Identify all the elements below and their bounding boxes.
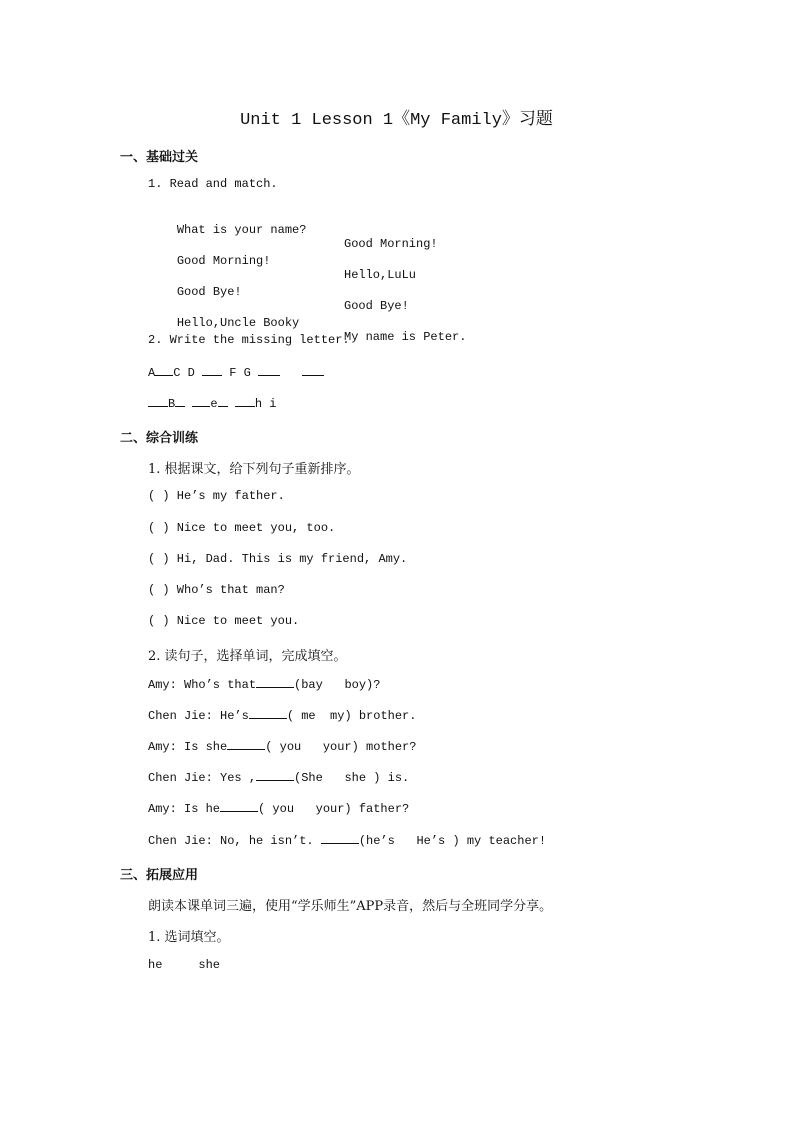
- question-2-1: 1. 根据课文，给下列句子重新排序。: [148, 462, 360, 477]
- fill-row-6: [148, 833, 546, 848]
- fill-text: Amy: Is he: [148, 802, 221, 816]
- fill-text: Chen Jie: Yes ,: [148, 771, 257, 785]
- match-left: Hello,Uncle Booky: [176, 316, 300, 330]
- section-3-heading: 三、拓展应用: [120, 868, 199, 883]
- fill-options: (bay boy)?: [294, 678, 381, 692]
- match-left: What is your name?: [176, 223, 307, 237]
- letter: B: [168, 397, 176, 411]
- question-3-1: 1. 选词填空。: [148, 930, 230, 945]
- letter-blank[interactable]: [155, 365, 173, 376]
- letter: e: [210, 397, 218, 411]
- letter-blank[interactable]: [258, 365, 280, 376]
- fill-text: Chen Jie: No, he isn’t.: [148, 834, 321, 848]
- letter-blank[interactable]: [302, 365, 324, 376]
- match-left: Good Morning!: [176, 254, 271, 268]
- order-item-1: ( ) He’s my father.: [148, 489, 285, 503]
- fill-blank[interactable]: [227, 739, 265, 750]
- fill-blank[interactable]: [220, 801, 258, 812]
- letter: G: [243, 366, 251, 380]
- page-title: Unit 1 Lesson 1《My Family》习题: [240, 111, 553, 130]
- fill-blank[interactable]: [256, 677, 294, 688]
- order-item-2: ( ) Nice to meet you, too.: [148, 521, 336, 535]
- fill-options: ( you your) father?: [258, 802, 410, 816]
- word-bank: he she: [148, 958, 221, 972]
- match-right: Good Morning!: [344, 237, 438, 251]
- letter: A: [148, 366, 156, 380]
- fill-text: Amy: Is she: [148, 740, 228, 754]
- fill-text: Amy: Who’s that: [148, 678, 257, 692]
- fill-blank[interactable]: [321, 833, 359, 844]
- section-3-intro: 朗读本课单词三遍，使用“学乐师生”APP录音，然后与全班同学分享。: [148, 899, 553, 914]
- letter: C: [173, 366, 181, 380]
- letter-blank[interactable]: [235, 396, 255, 407]
- letter: h: [254, 397, 263, 411]
- letter-blank[interactable]: [218, 396, 228, 407]
- match-left: Good Bye!: [176, 285, 242, 299]
- letters-row-1: [148, 365, 324, 380]
- match-right: My name is Peter.: [344, 330, 467, 344]
- letter-blank[interactable]: [175, 396, 185, 407]
- letter: D: [187, 366, 195, 380]
- fill-options: (She she ) is.: [294, 771, 410, 785]
- letter-blank[interactable]: [202, 365, 222, 376]
- fill-row-2: [148, 708, 416, 723]
- fill-options: ( me my) brother.: [286, 709, 417, 723]
- fill-row-5: [148, 801, 409, 816]
- section-2-heading: 二、综合训练: [120, 431, 199, 446]
- match-right: Good Bye!: [344, 299, 409, 313]
- order-item-4: ( ) Who’s that man?: [148, 583, 285, 597]
- letter-blank[interactable]: [148, 396, 168, 407]
- letter-blank[interactable]: [192, 396, 210, 407]
- fill-options: ( you your) mother?: [265, 740, 417, 754]
- letter: F: [229, 366, 237, 380]
- match-right: Hello,LuLu: [344, 268, 417, 282]
- fill-options: (he’s He’s ) my teacher!: [358, 834, 547, 848]
- fill-text: Chen Jie: He’s: [148, 709, 249, 723]
- letter: i: [269, 397, 277, 411]
- order-item-5: ( ) Nice to meet you.: [148, 614, 300, 628]
- question-1-2: 2. Write the missing letter.: [148, 333, 350, 347]
- section-1-heading: 一、基础过关: [120, 150, 199, 165]
- question-1-1: 1. Read and match.: [148, 177, 278, 191]
- fill-row-4: [148, 770, 409, 785]
- order-item-3: ( ) Hi, Dad. This is my friend, Amy.: [148, 552, 408, 566]
- letters-row-2: [148, 396, 276, 411]
- fill-blank[interactable]: [256, 770, 294, 781]
- fill-row-3: [148, 739, 416, 754]
- fill-row-1: [148, 677, 380, 692]
- fill-blank[interactable]: [249, 708, 287, 719]
- question-2-2: 2. 读句子，选择单词，完成填空。: [148, 649, 347, 664]
